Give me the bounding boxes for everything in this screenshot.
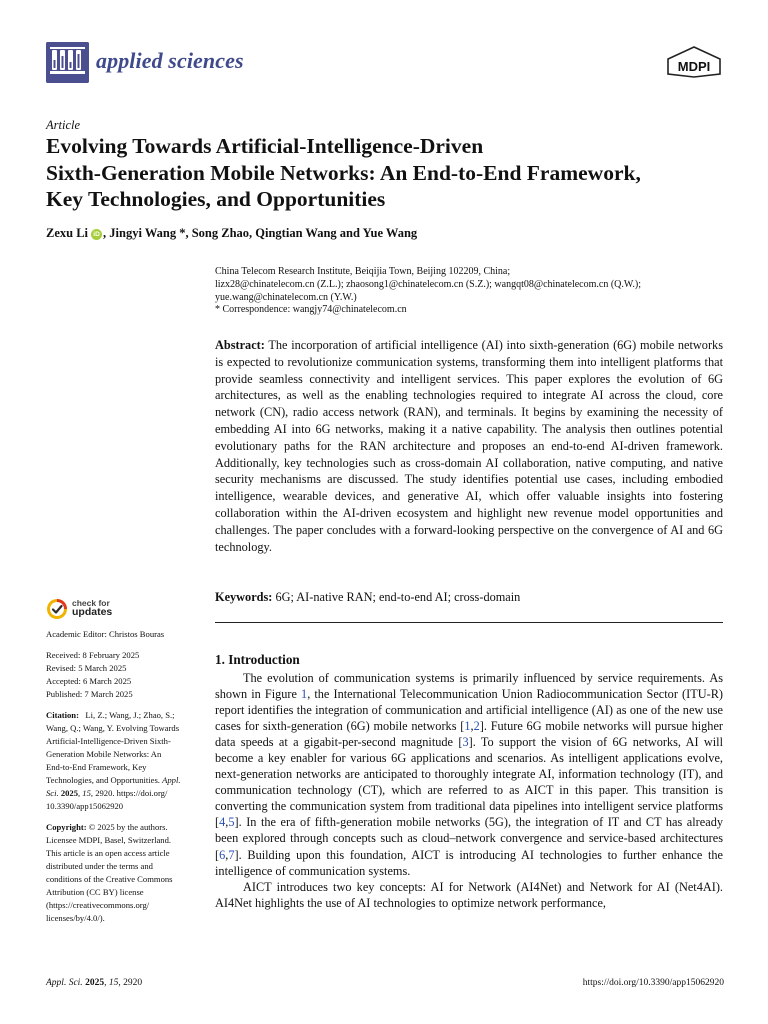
license-link[interactable]: (https://creativecommons.org/: [46, 900, 150, 910]
footer-article-number: , 2920: [118, 978, 143, 988]
citation-ref-link[interactable]: 1: [464, 719, 471, 734]
author-names: , Jingyi Wang *, Song Zhao, Qingtian Wang and Yue Wang: [103, 226, 418, 240]
paragraph-text: ]. Building upon this foundation, AICT is introducing AI technologies to further enhance the intelligence of communication systems.: [215, 847, 723, 878]
check-for-updates-badge[interactable]: [46, 596, 202, 622]
citation-ref-link[interactable]: 2: [473, 719, 480, 734]
orcid-icon[interactable]: iD: [91, 229, 102, 240]
date-received: Received: 8 February 2025: [46, 650, 140, 660]
paragraph-text: ]. Future 6G mobile networks will pursue higher data speeds at a gigabit-per-second magnitude [: [215, 719, 723, 750]
academic-editor: Academic Editor: Christos Bouras: [46, 629, 165, 639]
copyright-line: © 2025 by the authors.: [88, 822, 168, 832]
citation-line: Wang, Q.; Wang, Y. Evolving Towards: [46, 723, 180, 733]
paragraph-text: ]. In the era of fifth-generation mobile networks (5G), the integration of IT and CT has already been explored through concepts such as cloud–network convergence and service-based architectures [: [215, 815, 723, 862]
ref-separator: ,: [225, 847, 229, 862]
copyright-line: conditions of the Creative Commons: [46, 874, 173, 884]
check-updates-line: check for: [72, 598, 110, 608]
journal-header: [46, 40, 724, 84]
article-type: Article: [46, 118, 81, 132]
copyright-block: [46, 821, 202, 925]
citation-line: End-to-End Framework, Key: [46, 762, 147, 772]
affiliation-line: China Telecom Research Institute, Beiqijia Town, Beijing 102209, China;: [215, 266, 511, 277]
footer-journal: Appl. Sci.: [46, 978, 83, 988]
check-updates-line: updates: [72, 606, 113, 618]
journal-logo-icon: [46, 42, 89, 83]
copyright-line: Licensee MDPI, Basel, Switzerland.: [46, 835, 172, 845]
publication-dates: [46, 649, 202, 701]
correspondence[interactable]: * Correspondence: wangjy74@chinatelecom.cn: [215, 304, 407, 316]
footer-citation: Appl. Sci. 2025, 15, 2920: [46, 978, 143, 988]
copyright-line: distributed under the terms and: [46, 861, 153, 871]
article-sidebar: [46, 596, 202, 933]
copyright-line: Attribution (CC BY) license: [46, 887, 144, 897]
abstract-label: Abstract:: [215, 338, 265, 352]
check-updates-icon: [46, 598, 68, 620]
journal-name: applied sciences: [96, 48, 244, 73]
date-revised: Revised: 5 March 2025: [46, 663, 127, 673]
copyright-line: This article is an open access article: [46, 848, 170, 858]
citation-label: Citation:: [46, 710, 79, 720]
citation-year: 2025: [60, 788, 78, 798]
mdpi-logo-icon: [664, 46, 724, 78]
citation-line: Artificial-Intelligence-Driven Sixth-: [46, 736, 171, 746]
figure-ref-link[interactable]: 1: [301, 687, 308, 702]
keywords-label: Keywords:: [215, 590, 273, 604]
author-name[interactable]: Zexu Li: [46, 226, 89, 240]
ref-separator: ,: [225, 815, 229, 830]
citation-doi[interactable]: , 2920. https://doi.org/: [90, 788, 168, 798]
affiliation-emails[interactable]: yue.wang@chinatelecom.cn (Y.W.): [215, 291, 357, 303]
citation-journal: Appl.: [162, 775, 181, 785]
citation-ref-link[interactable]: 3: [462, 735, 469, 750]
affiliation-block: [215, 266, 725, 317]
footer-year: 2025: [85, 978, 105, 988]
title-line: Sixth-Generation Mobile Networks: An End-to-End Framework,: [46, 160, 641, 185]
mdpi-logo-text: MDPI: [677, 59, 711, 74]
title-line: Evolving Towards Artificial-Intelligence-Driven: [46, 134, 484, 158]
section-heading: 1. Introduction: [215, 652, 300, 667]
citation-journal: Sci.: [46, 788, 59, 798]
paragraph-text: The evolution of communication systems is primarily influenced by service requirements. As shown in Figure: [215, 671, 723, 702]
paragraph: AICT introduces two key concepts: AI for Network (AI4Net) and Network for AI (Net4AI). AI4Net highlights the use of AI technologies to optimize network performance,: [215, 879, 723, 910]
date-accepted: Accepted: 6 March 2025: [46, 676, 132, 686]
citation-ref-link[interactable]: 5: [228, 815, 235, 830]
paragraph: [215, 670, 723, 879]
footer-doi-link[interactable]: https://doi.org/10.3390/app15062920: [582, 978, 724, 988]
citation-doi[interactable]: 10.3390/app15062920: [46, 801, 124, 811]
article-title: [46, 133, 736, 213]
citation-line: Li, Z.; Wang, J.; Zhao, S.;: [85, 710, 175, 720]
keywords: [215, 589, 723, 605]
footer-volume: 15: [108, 978, 119, 988]
section-divider: [215, 622, 723, 623]
citation-ref-link[interactable]: 7: [228, 847, 235, 862]
check-updates-text: [72, 599, 112, 617]
date-published: Published: 7 March 2025: [46, 689, 133, 699]
license-link[interactable]: licenses/by/4.0/).: [46, 913, 105, 923]
citation-ref-link[interactable]: 6: [219, 847, 226, 862]
keywords-text: 6G; AI-native RAN; end-to-end AI; cross-domain: [272, 590, 521, 604]
citation-line: Generation Mobile Networks: An: [46, 749, 162, 759]
citation-ref-link[interactable]: 4: [219, 815, 226, 830]
citation-block: Citation: Li, Z.; Wang, J.; Zhao, S.; Wang, Q.; Wang, Y. Evolving Towards Artificial-Intelligence-Driven Sixth- Generation Mobile Networks: An End-to-End Framework, Key Technologies, and Opportunities. Appl. Sci. 2025, 15, 2920. https://doi.org/ 10.3390/app15062920: [46, 709, 202, 813]
affiliation-emails[interactable]: lizx28@chinatelecom.cn (Z.L.); zhaosong1@chinatelecom.cn (S.Z.); wangqt08@chinatelecom.cn (Q.W.);: [215, 278, 642, 290]
ref-separator: ,: [470, 719, 474, 734]
paragraph-text: ]. To support the vision of 6G networks, AI will become a key enabler for various 6G applications and scenarios. As intelligent applications evolve, next-generation networks are anticipated to thoroughly integrate AI, information technology (IT), and communication technology (CT), which are referred to as AICT in this paper. This transition is converting the communication system from traditional data pipelines into intelligent service platforms [: [215, 735, 723, 830]
paragraph-text: , the International Telecommunication Union Radiocommunication Sector (ITU-R) report identifies the integration of communication and artificial intelligence (AI) as one of the new use cases for sixth-generation (6G) mobile networks [: [215, 687, 723, 734]
copyright-label: Copyright:: [46, 822, 87, 832]
abstract-text: The incorporation of artificial intelligence (AI) into sixth-generation (6G) mobile networks is expected to revolutionize communication systems, transforming them into intelligent platforms that provide seamless connectivity and intelligent services. This paper explores the evolution of 6G architectures, as well as the enabling technologies required to integrate AI across the cloud, core network (CN), radio access network (RAN), and terminals. It begins by examining the necessity of embedding AI into 6G networks, making it a native capability. The analysis then outlines potential evolutionary paths for the RAN architecture and proposes an end-to-end AI-driven framework. Additionally, key technologies such as cross-domain AI collaboration, native computing, and native security mechanisms are discussed. The study identifies potential use cases, including embodied intelligence, wearable devices, and generative AI, which offer valuable insights into fostering collaboration within the AI-driven ecosystem and highlight new revenue model opportunities and challenges. The paper concludes with a forward-looking perspective on the convergence of AI and 6G technology.: [215, 338, 723, 554]
section-body: [215, 670, 723, 911]
author-list: [46, 226, 417, 241]
citation-volume: 15: [82, 788, 91, 798]
abstract: [215, 337, 723, 555]
citation-line: Technologies, and Opportunities.: [46, 775, 163, 785]
title-line: Key Technologies, and Opportunities: [46, 187, 386, 211]
